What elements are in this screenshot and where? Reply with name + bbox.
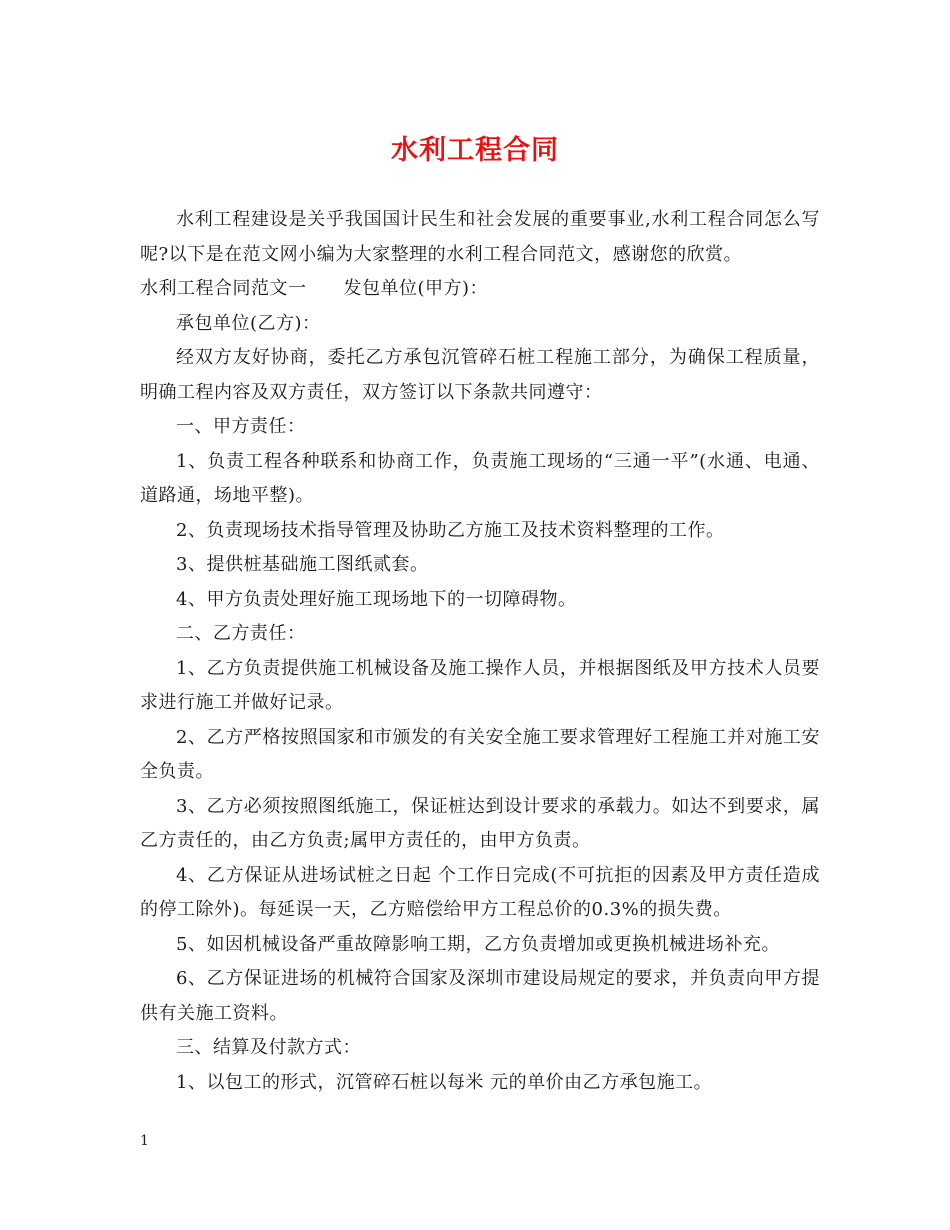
paragraph: 2、乙方严格按照国家和市颁发的有关安全施工要求管理好工程施工并对施工安全负责。 bbox=[140, 726, 820, 782]
paragraph: 2、负责现场技术指导管理及协助乙方施工及技术资料整理的工作。 bbox=[176, 519, 725, 541]
document-body bbox=[140, 203, 820, 1100]
section-heading: 三、结算及付款方式： bbox=[176, 1037, 361, 1058]
paragraph: 3、乙方必须按照图纸施工，保证桩达到设计要求的承载力。如达不到要求，属乙方责任的，由乙方负责;属甲方责任的，由甲方负责。 bbox=[140, 795, 820, 851]
paragraph: 1、乙方负责提供施工机械设备及施工操作人员，并根据图纸及甲方技术人员要求进行施工并做好记录。 bbox=[140, 657, 820, 713]
paragraph: 承包单位(乙方)： bbox=[176, 312, 321, 334]
paragraph: 4、甲方负责处理好施工现场地下的一切障碍物。 bbox=[176, 588, 577, 610]
paragraph: 5、如因机械设备严重故障影响工期，乙方负责增加或更换机械进场补充。 bbox=[176, 933, 780, 955]
paragraph: 水利工程建设是关乎我国国计民生和社会发展的重要事业,水利工程合同怎么写呢?以下是在范文网小编为大家整理的水利工程合同范文，感谢您的欣赏。 bbox=[140, 209, 820, 265]
paragraph: 3、提供桩基础施工图纸贰套。 bbox=[176, 554, 429, 575]
section-heading: 一、甲方责任： bbox=[176, 416, 306, 437]
document-title: 水利工程合同 bbox=[391, 135, 559, 166]
paragraph: 1、以包工的形式，沉管碎石桩以每米 元的单价由乙方承包施工。 bbox=[176, 1071, 713, 1093]
paragraph: 4、乙方保证从进场试桩之日起 个工作日完成(不可抗拒的因素及甲方责任造成的停工除外)。每延误一天，乙方赔偿给甲方工程总价的0.3%的损失费。 bbox=[140, 864, 820, 920]
paragraph: 水利工程合同范文一 发包单位(甲方)： bbox=[140, 278, 489, 299]
paragraph: 6、乙方保证进场的机械符合国家及深圳市建设局规定的要求，并负责向甲方提供有关施工资料。 bbox=[140, 968, 820, 1024]
paragraph: 经双方友好协商，委托乙方承包沉管碎石桩工程施工部分，为确保工程质量，明确工程内容及双方责任，双方签订以下条款共同遵守： bbox=[140, 347, 820, 403]
paragraph: 1、负责工程各种联系和协商工作，负责施工现场的“三通一平”(水通、电通、道路通，场地平整)。 bbox=[140, 450, 820, 506]
page-number: 1 bbox=[140, 1133, 149, 1149]
section-heading: 二、乙方责任： bbox=[176, 623, 306, 644]
